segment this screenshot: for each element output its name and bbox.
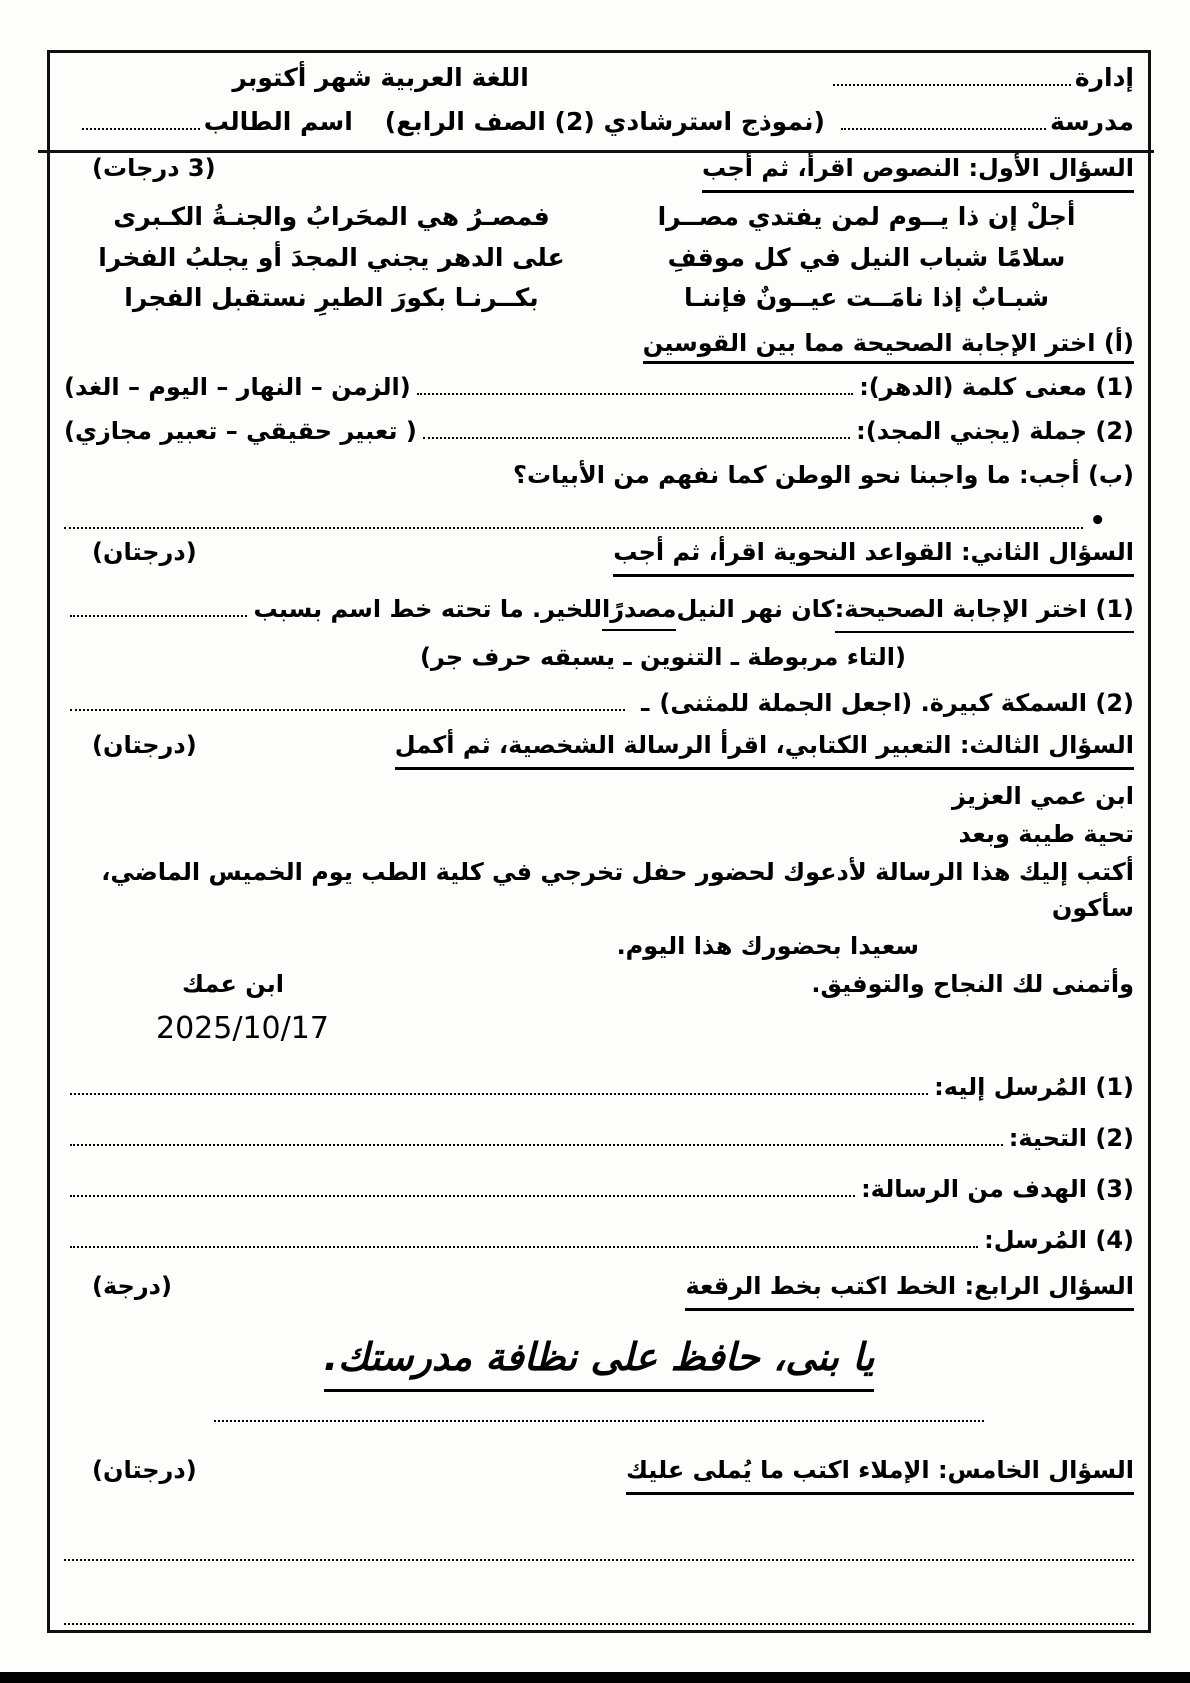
verse-first-hemistich: سلامًا شباب النيل في كل موقفِ xyxy=(667,242,1066,272)
q3-form-item-3 xyxy=(64,1171,1134,1207)
q3-letter xyxy=(64,778,1134,1051)
q2-title-row xyxy=(64,534,1134,577)
q2-item-1-answer-blank xyxy=(70,592,247,617)
header-row-1 xyxy=(64,59,1134,97)
subject-title: اللغة العربية شهر أكتوبر xyxy=(232,63,529,92)
letter-signature: ابن عمك xyxy=(182,970,285,999)
school-blank-line xyxy=(841,104,1046,130)
verse-second-hemistich: فمصـرُ هي المحَرابُ والجنـةُ الكـبرى xyxy=(113,202,550,231)
q4-title: السؤال الرابع: الخط اكتب بخط الرقعة xyxy=(685,1268,1134,1311)
q4-calligraphy-row xyxy=(64,1329,1134,1386)
q2-item-1-options-row xyxy=(64,639,906,675)
q2-item-2-text: (2) السمكة كبيرة. (اجعل الجملة للمثنى) xyxy=(659,689,1134,718)
letter-greeting: تحية طيبة وبعد xyxy=(958,820,1134,849)
verse-first-hemistich: أجلْ إن ذا يــوم لمن يفتدي مصــرا xyxy=(657,202,1076,231)
q1-part-a-title-row xyxy=(64,325,1134,361)
q1-item-2-label: (2) جملة (يجني المجد): xyxy=(856,416,1134,445)
q2-marks: (درجتان) xyxy=(92,538,197,567)
model-title: (نموذج استرشادي (2) الصف الرابع) xyxy=(384,106,825,136)
bottom-black-bar xyxy=(0,1672,1190,1683)
student-name-label: اسم الطالب xyxy=(203,106,353,136)
q1-item-1-answer-blank xyxy=(417,370,853,395)
q3-form-item-1 xyxy=(64,1069,1134,1105)
q5-title-row xyxy=(64,1452,1134,1495)
q3-form-item-2-blank xyxy=(70,1121,1003,1146)
q1-item-2-answer-blank xyxy=(423,414,850,439)
verse-line xyxy=(64,197,1134,238)
verse-second-hemistich: على الدهر يجني المجدَ أو يجلبُ الفخرا xyxy=(98,242,565,272)
q1-title: السؤال الأول: النصوص اقرأ، ثم أجب xyxy=(702,150,1134,193)
q1-marks: (3 درجات) xyxy=(92,154,216,182)
letter-body-line-2: سعيدا بحضورك هذا اليوم. xyxy=(616,932,919,961)
q4-calligraphy-text: يا بنى، حافظ على نظافة مدرستك. xyxy=(324,1335,875,1392)
q5-title: السؤال الخامس: الإملاء اكتب ما يُملى عليك xyxy=(626,1452,1134,1495)
q1-item-1-options: (الزمن – النهار – اليوم – الغد) xyxy=(64,372,411,401)
admin-label: إدارة xyxy=(1074,63,1134,92)
q1-item-2 xyxy=(64,413,1134,449)
q3-form-item-4 xyxy=(64,1222,1134,1258)
q2-item-1-text-before: كان نهر النيل xyxy=(676,595,835,624)
q1-part-b-title: (ب) أجب: ما واجبنا نحو الوطن كما نفهم من الأبيات؟ xyxy=(513,460,1134,489)
letter-salutation: ابن عمي العزيز xyxy=(952,782,1134,811)
school-label: مدرسة xyxy=(1049,106,1134,136)
q3-form-item-1-label: (1) المُرسل إليه: xyxy=(934,1073,1134,1102)
q1-item-1-label: (1) معنى كلمة (الدهر): xyxy=(859,372,1134,401)
header xyxy=(64,59,1134,140)
q5-answer-line-1 xyxy=(64,1559,1134,1561)
verse-line xyxy=(64,238,1134,279)
letter-closing-row xyxy=(64,966,1134,1002)
q5-marks: (درجتان) xyxy=(92,1456,197,1485)
q2-item-2-dash: ـ xyxy=(641,689,650,718)
q3-form-item-4-label: (4) المُرسل: xyxy=(984,1226,1134,1255)
q3-form-item-2 xyxy=(64,1120,1134,1156)
header-row-2 xyxy=(64,103,1134,141)
admin-blank-line xyxy=(833,60,1071,86)
q4-marks: (درجة) xyxy=(92,1272,172,1301)
letter-date: 2025/10/17 xyxy=(156,1011,329,1047)
q3-title-row xyxy=(64,727,1134,770)
bullet-point: • xyxy=(1089,506,1106,537)
q1-title-row xyxy=(64,150,1134,193)
q3-form-item-3-label: (3) الهدف من الرسالة: xyxy=(861,1175,1134,1204)
q3-form-item-4-blank xyxy=(70,1223,978,1248)
letter-body-line-1: أكتب إليك هذا الرسالة لأدعوك لحضور حفل تخرجي في كلية الطب يوم الخميس الماضي، سأكون xyxy=(101,858,1134,923)
verse-first-hemistich: شبـابٌ إذا نامَــت عيــونٌ فإننـا xyxy=(683,283,1050,312)
q2-item-2-answer-blank xyxy=(70,686,625,711)
q1-part-b-title-row xyxy=(64,457,1134,493)
q3-title: السؤال الثالث: التعبير الكتابي، اقرأ الرسالة الشخصية، ثم أكمل xyxy=(395,727,1134,770)
verse-line xyxy=(64,278,1134,319)
header-separator-line xyxy=(38,150,1154,153)
q2-item-2 xyxy=(64,685,1134,721)
q2-item-1-underlined-word: مصدرًا xyxy=(602,591,676,631)
q2-item-1-text-after: للخير. ما تحته خط اسم بسبب xyxy=(253,595,603,624)
page-frame xyxy=(47,50,1151,1633)
q1-part-a-title: (أ) اختر الإجابة الصحيحة مما بين القوسين xyxy=(643,329,1134,364)
q1-part-b-answer-row xyxy=(64,505,1134,537)
q3-form-item-2-label: (2) التحية: xyxy=(1008,1124,1134,1153)
q3-marks: (درجتان) xyxy=(92,731,197,760)
q3-form-item-1-blank xyxy=(70,1070,928,1095)
q2-item-1-options: (التاء مربوطة ـ التنوين ـ يسبقه حرف جر) xyxy=(419,643,906,672)
q1-item-2-options: ( تعبير حقيقي – تعبير مجازي) xyxy=(64,416,417,445)
q1-item-1 xyxy=(64,369,1134,405)
q2-title: السؤال الثاني: القواعد النحوية اقرأ، ثم أجب xyxy=(613,534,1134,577)
q3-form-item-3-blank xyxy=(70,1172,855,1197)
q4-title-row xyxy=(64,1268,1134,1311)
q2-item-1-label: (1) اختر الإجابة الصحيحة: xyxy=(835,591,1134,633)
letter-closing: وأتمنى لك النجاح والتوفيق. xyxy=(811,970,1134,999)
verse-second-hemistich: بكــرنـا بكورَ الطيرِ نستقبل الفجرا xyxy=(124,283,539,312)
q1-poem xyxy=(64,197,1134,319)
q2-item-1 xyxy=(64,591,1134,633)
q1-part-b-answer-blank xyxy=(64,505,1083,530)
q4-practice-line xyxy=(214,1420,984,1422)
q5-answer-line-2 xyxy=(64,1623,1134,1625)
student-name-blank xyxy=(82,104,200,130)
